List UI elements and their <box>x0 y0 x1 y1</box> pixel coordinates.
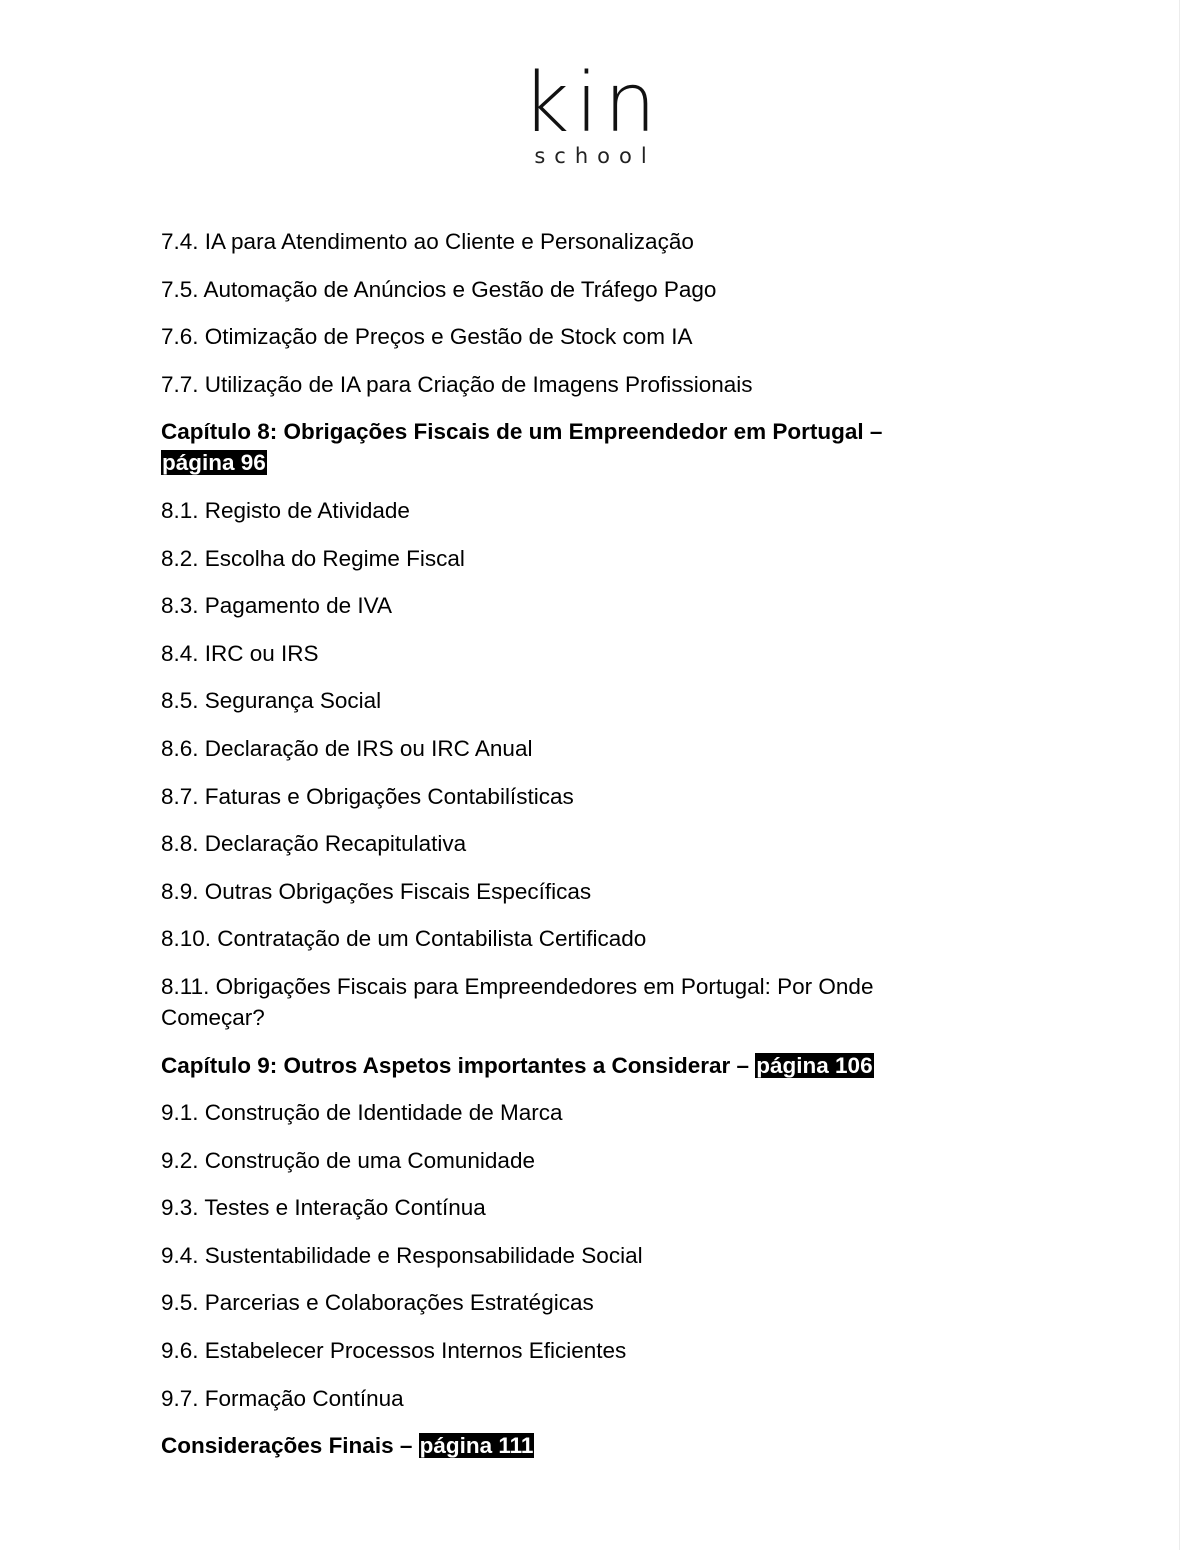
toc-entry-8-7[interactable] <box>161 781 951 812</box>
toc-entry-text: 9.6. Estabelecer Processos Internos Eficientes <box>161 1338 627 1364</box>
toc-entry-8-5[interactable] <box>161 685 951 716</box>
toc-entry-text: 7.4. IA para Atendimento ao Cliente e Personalização <box>161 229 694 254</box>
toc-entry-9-1[interactable] <box>161 1097 951 1128</box>
toc-entry-text: 8.4. IRC ou IRS <box>161 640 319 666</box>
toc-entry-7-4[interactable] <box>161 226 951 257</box>
toc-entry-8-6[interactable] <box>161 733 951 764</box>
toc-chapter-9[interactable] <box>161 1050 951 1081</box>
toc-entry-8-4[interactable] <box>161 638 951 669</box>
toc-entry-text: 8.7. Faturas e Obrigações Contabilísticas <box>161 783 574 809</box>
toc-entry-8-10[interactable] <box>161 923 951 954</box>
toc-entry-8-1[interactable] <box>161 495 951 526</box>
chapter-title: Capítulo 8: Obrigações Fiscais de um Empreendedor em Portugal – <box>161 419 883 445</box>
toc-entry-text: 7.7. Utilização de IA para Criação de Imagens Profissionais <box>161 371 753 397</box>
toc-entry-9-4[interactable] <box>161 1240 951 1271</box>
toc-entry-text: 7.6. Otimização de Preços e Gestão de Stock com IA <box>161 324 693 350</box>
toc-entry-text: 8.10. Contratação de um Contabilista Certificado <box>161 926 647 952</box>
chapter-title: Capítulo 9: Outros Aspetos importantes a Considerar – <box>161 1052 756 1078</box>
toc-entry-text: 8.3. Pagamento de IVA <box>161 593 392 619</box>
toc-entry-9-7[interactable] <box>161 1383 951 1414</box>
page-reference-highlight: página 96 <box>162 450 266 476</box>
toc-entry-text: 9.7. Formação Contínua <box>161 1385 404 1411</box>
toc-entry-text: 8.1. Registo de Atividade <box>161 497 410 523</box>
toc-entry-text: 8.2. Escolha do Regime Fiscal <box>161 545 465 571</box>
toc-entry-text: 9.3. Testes e Interação Contínua <box>161 1195 486 1221</box>
page-reference-highlight: página 111 <box>419 1433 534 1459</box>
toc-entry-text: 7.5. Automação de Anúncios e Gestão de Tráfego Pago <box>161 276 717 302</box>
toc-entry-text: 9.1. Construção de Identidade de Marca <box>161 1100 563 1126</box>
toc-entry-7-5[interactable] <box>161 274 951 305</box>
toc-entry-8-2[interactable] <box>161 543 951 574</box>
toc-final-considerations[interactable] <box>161 1430 951 1461</box>
toc-entry-text: 8.6. Declaração de IRS ou IRC Anual <box>161 735 533 761</box>
toc-entry-9-6[interactable] <box>161 1335 951 1366</box>
toc-entry-9-5[interactable] <box>161 1287 951 1318</box>
toc-entry-8-9[interactable] <box>161 876 951 907</box>
toc-entry-text: 8.8. Declaração Recapitulativa <box>161 831 467 857</box>
toc-entry-9-3[interactable] <box>161 1192 951 1223</box>
toc-entry-8-8[interactable] <box>161 828 951 859</box>
toc-entry-8-3[interactable] <box>161 590 951 621</box>
toc-entry-8-11[interactable] <box>161 971 951 1033</box>
toc-entry-text: 8.11. Obrigações Fiscais para Empreendedores em Portugal: Por Onde Começar? <box>161 973 874 1030</box>
toc-entry-9-2[interactable] <box>161 1145 951 1176</box>
toc-entry-text: 9.2. Construção de uma Comunidade <box>161 1147 535 1173</box>
toc-entry-text: 8.9. Outras Obrigações Fiscais Específicas <box>161 878 592 904</box>
logo-word: kin <box>521 56 663 151</box>
table-of-contents <box>161 226 951 1478</box>
toc-chapter-8[interactable] <box>161 416 951 478</box>
page-reference-highlight: página 106 <box>756 1052 873 1078</box>
logo-subword: school <box>534 144 656 168</box>
kin-school-logo <box>0 56 1180 168</box>
toc-entry-text: 9.4. Sustentabilidade e Responsabilidade Social <box>161 1242 643 1268</box>
toc-entry-7-6[interactable] <box>161 321 951 352</box>
toc-entry-7-7[interactable] <box>161 369 951 400</box>
chapter-title: Considerações Finais – <box>161 1433 419 1459</box>
toc-entry-text: 8.5. Segurança Social <box>161 688 382 714</box>
toc-entry-text: 9.5. Parcerias e Colaborações Estratégicas <box>161 1290 594 1316</box>
